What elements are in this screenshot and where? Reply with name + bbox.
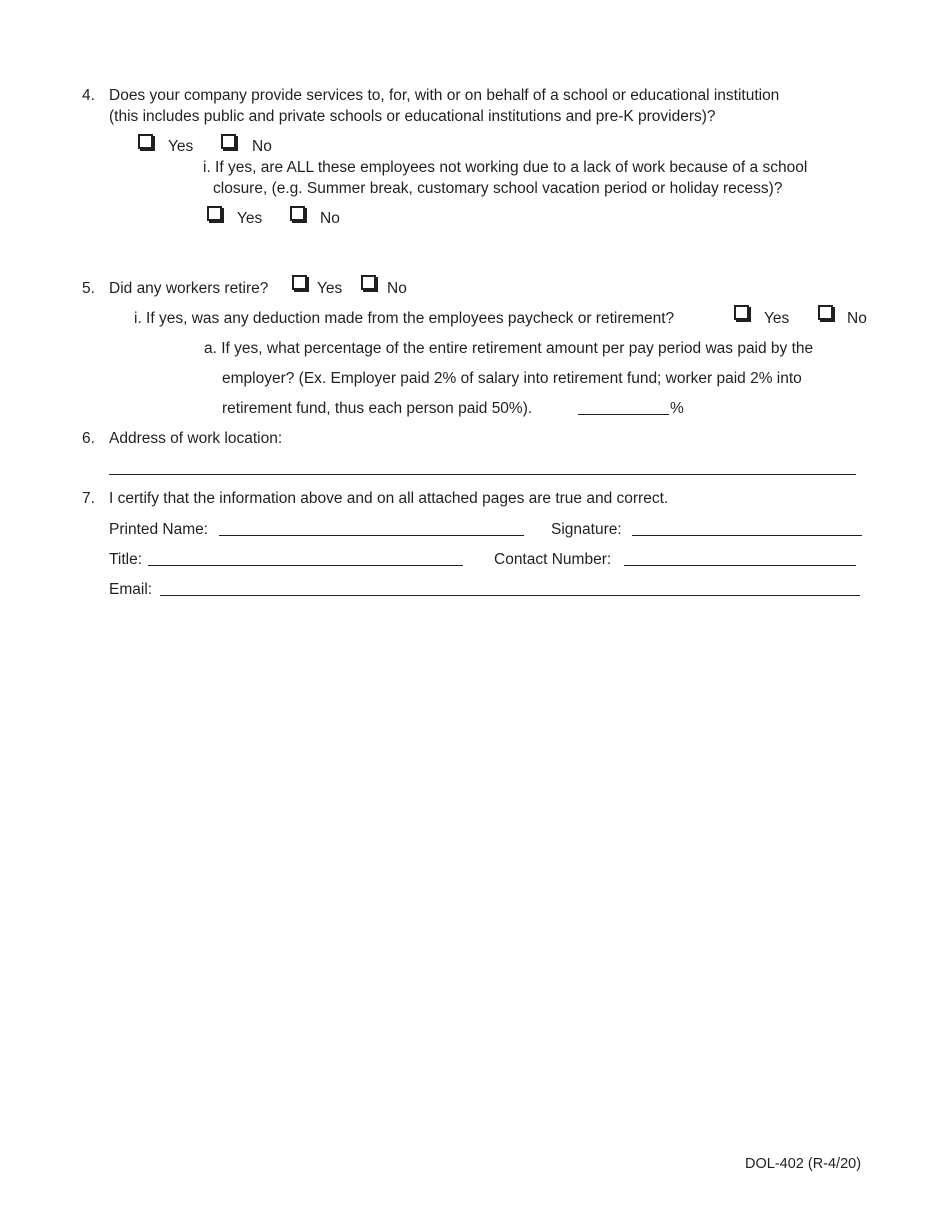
q5-percentage-field[interactable] <box>578 414 669 415</box>
contact-number-label: Contact Number: <box>494 551 612 568</box>
q4-yes-label: Yes <box>168 138 194 155</box>
q5-sub-a-line2: employer? (Ex. Employer paid 2% of salary into retirement fund; worker paid 2% into <box>222 370 802 387</box>
q4-sub-yes-checkbox[interactable] <box>207 206 222 221</box>
q4-no-label: No <box>252 138 272 155</box>
signature-field[interactable] <box>632 535 862 536</box>
form-id: DOL-402 (R-4/20) <box>745 1156 862 1172</box>
q4-yes-checkbox[interactable] <box>138 134 153 149</box>
q4-text-line1: Does your company provide services to, for, with or on behalf of a school or educational institution <box>109 87 780 104</box>
q4-sub-i-line1: i. If yes, are ALL these employees not working due to a lack of work because of a school <box>203 159 808 176</box>
q4-number: 4. <box>82 87 95 104</box>
q5-sub-i-no-label: No <box>847 310 867 327</box>
q5-sub-a-line1: a. If yes, what percentage of the entire retirement amount per pay period was paid by the <box>204 340 814 357</box>
email-label: Email: <box>109 581 153 598</box>
q5-sub-a-line3: retirement fund, thus each person paid 50%). <box>222 400 533 417</box>
q4-sub-no-checkbox[interactable] <box>290 206 305 221</box>
q5-sub-i-yes-checkbox[interactable] <box>734 305 749 320</box>
printed-name-field[interactable] <box>219 535 524 536</box>
q5-sub-i-text: i. If yes, was any deduction made from the employees paycheck or retirement? <box>134 310 675 327</box>
q6-text: Address of work location: <box>109 430 283 447</box>
q6-number: 6. <box>82 430 95 447</box>
q4-sub-i-line2: closure, (e.g. Summer break, customary school vacation period or holiday recess)? <box>213 180 783 197</box>
q4-text-line2: (this includes public and private schools or educational institutions and pre-K providers)? <box>109 108 716 125</box>
printed-name-label: Printed Name: <box>109 521 209 538</box>
q5-no-checkbox[interactable] <box>361 275 376 290</box>
q5-no-label: No <box>387 280 407 297</box>
q4-sub-no-label: No <box>320 210 340 227</box>
q5-sub-i-no-checkbox[interactable] <box>818 305 833 320</box>
q4-no-checkbox[interactable] <box>221 134 236 149</box>
q5-number: 5. <box>82 280 95 297</box>
q5-percent-sign: % <box>670 400 684 417</box>
q5-yes-checkbox[interactable] <box>292 275 307 290</box>
email-field[interactable] <box>160 595 860 596</box>
signature-label: Signature: <box>551 521 622 538</box>
q5-yes-label: Yes <box>317 280 343 297</box>
q4-sub-yes-label: Yes <box>237 210 263 227</box>
contact-number-field[interactable] <box>624 565 856 566</box>
q5-sub-i-yes-label: Yes <box>764 310 790 327</box>
q7-number: 7. <box>82 490 95 507</box>
title-label: Title: <box>109 551 143 568</box>
q5-text: Did any workers retire? <box>109 280 269 297</box>
q7-text: I certify that the information above and on all attached pages are true and correct. <box>109 490 669 507</box>
q6-address-field[interactable] <box>109 474 856 475</box>
title-field[interactable] <box>148 565 463 566</box>
